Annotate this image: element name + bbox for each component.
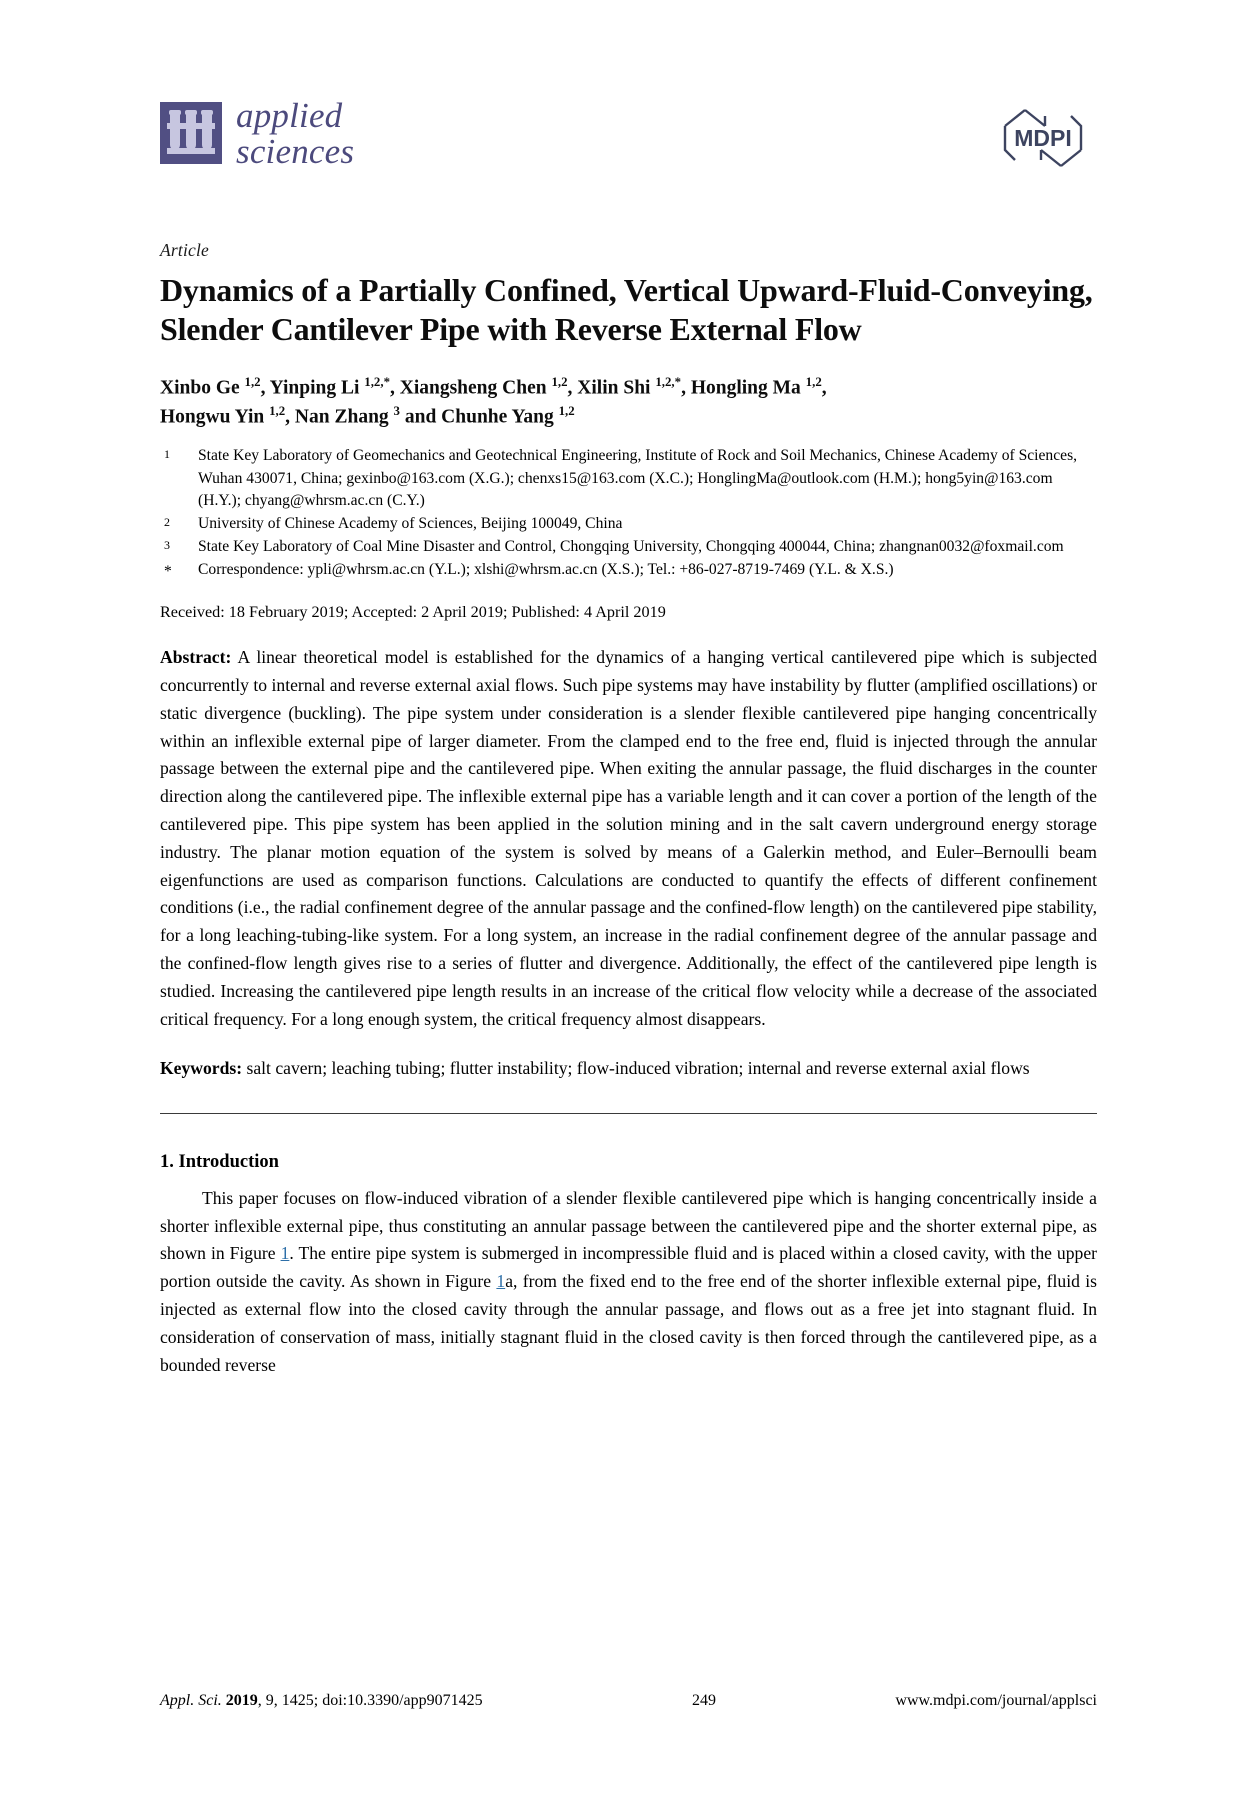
author-affiliation-marker: 1,2 xyxy=(551,375,568,390)
footer-page-number: 249 xyxy=(692,1692,717,1709)
affiliation-item xyxy=(160,513,1097,535)
author-name: , Hongling Ma xyxy=(681,377,806,399)
intro-text-part-2: . The entire pipe system is submerged in incompressible fluid and is placed within a closed cavity, with the upper portion outside the cavity. As shown in Figure xyxy=(160,1243,1097,1292)
author-name: , Nan Zhang xyxy=(285,406,394,428)
section-divider xyxy=(160,1113,1097,1114)
abstract-section xyxy=(160,644,1097,1033)
figure-1a-reference-link[interactable]: 1 xyxy=(496,1271,506,1292)
footer-journal-url: www.mdpi.com/journal/applsci xyxy=(895,1692,1097,1709)
author-affiliation-marker: 3 xyxy=(393,404,400,419)
author-name: Xinbo Ge xyxy=(160,377,245,399)
author-name: , Yinping Li xyxy=(260,377,365,399)
author-line-2 xyxy=(160,402,1097,431)
affiliation-text: State Key Laboratory of Geomechanics and Geotechnical Engineering, Institute of Rock and Soil Mechanics, Chinese Academy of Sciences, Wuhan 430071, China; gexinbo@163.com (X.G.); chenxs15@163.com (X.C.); HonglingMa@outlook.com (H.M.); hong5yin@163.com (H.Y.); chyang@whrsm.ac.cn (C.Y.) xyxy=(198,447,1078,509)
figure-1-reference-link[interactable]: 1 xyxy=(280,1243,290,1264)
footer-volume-doi: , 9, 1425; doi:10.3390/app9071425 xyxy=(257,1692,483,1709)
page-content xyxy=(160,0,1097,1397)
affiliation-marker: 2 xyxy=(164,514,170,529)
intro-text-part-3: a, from the fixed end to the free end of the shorter inflexible external pipe, fluid is injected as external flow into the closed cavity through the annular passage, and flows out as a free jet into stagnant fluid. In consideration of conservation of mass, initially stagnant fluid in the closed cavity is then forced through the cantilevered pipe, as a bounded reverse xyxy=(160,1271,1097,1375)
intro-text-part-1: This paper focuses on flow-induced vibration of a slender flexible cantilevered pipe which is hanging concentrically inside a shorter inflexible external pipe, thus constituting an annular passage between the cantilevered pipe and the shorter external pipe, as shown in Figure xyxy=(160,1187,1097,1264)
keywords-label: Keywords: xyxy=(160,1058,243,1079)
correspondence-text: Correspondence: ypli@whrsm.ac.cn (Y.L.); xlshi@whrsm.ac.cn (X.S.); Tel.: +86-027-8719-7469 (Y.L. & X.S.) xyxy=(198,561,894,579)
author-affiliation-marker: 1,2,* xyxy=(364,375,390,390)
affiliation-marker: 3 xyxy=(164,538,170,552)
keywords-text: salt cavern; leaching tubing; flutter instability; flow-induced vibration; internal and reverse external axial flows xyxy=(246,1058,1030,1079)
author-name: Hongwu Yin xyxy=(160,406,270,428)
mdpi-logo xyxy=(997,104,1089,172)
author-line-1 xyxy=(160,373,1097,402)
article-type-kicker: Article xyxy=(160,240,210,260)
affiliation-text: University of Chinese Academy of Sciences, Beijing 100049, China xyxy=(198,514,623,532)
introduction-paragraph xyxy=(160,1185,1097,1380)
author-affiliation-marker: 1,2 xyxy=(558,404,575,419)
journal-title-line1: applied xyxy=(236,96,343,135)
author-list xyxy=(160,373,1097,431)
affiliation-text: State Key Laboratory of Coal Mine Disaster and Control, Chongqing University, Chongqing 400044, China; zhangnan0032@foxmail.com xyxy=(198,538,1064,555)
affiliation-list xyxy=(160,445,1097,583)
journal-title-line2: sciences xyxy=(236,132,355,172)
author-affiliation-marker: 1,2 xyxy=(244,375,261,390)
mdpi-logo-text: MDPI xyxy=(1014,125,1072,151)
abstract-text: A linear theoretical model is established for the dynamics of a hanging vertical cantilevered pipe which is subjected concurrently to internal and reverse external axial flows. Such pipe systems may have instability by flutter (amplified oscillations) or static divergence (buckling). The pipe system under consideration is a slender flexible cantilevered pipe hanging concentrically within an inflexible external pipe of larger diameter. From the clamped end to the free end, fluid is injected through the annular passage between the external pipe and the cantilevered pipe. When exiting the annular passage, the fluid discharges in the counter direction along the cantilevered pipe. The inflexible external pipe has a variable length and it can cover a portion of the length of the cantilevered pipe. This pipe system has been applied in the solution mining and in the salt cavern underground energy storage industry. The planar motion equation of the system is solved by means of a Galerkin method, and Euler–Bernoulli beam eigenfunctions are used as comparison functions. Calculations are conducted to quantify the effects of different confinement conditions (i.e., the radial confinement degree of the annular passage and the confined-flow length) on the cantilevered pipe stability, for a long leaching-tubing-like system. For a long system, an increase in the radial confinement degree of the annular passage and the confined-flow length gives rise to a series of flutter and divergence. Additionally, the effect of the cantilevered pipe length is studied. Increasing the cantilevered pipe length results in an increase of the critical flow velocity while a decrease of the associated critical frequency. For a long enough system, the critical frequency almost disappears. xyxy=(160,647,1097,1029)
abstract-label: Abstract: xyxy=(160,647,232,668)
author-name: , xyxy=(821,377,827,399)
affiliation-marker: 1 xyxy=(164,447,170,462)
page-footer xyxy=(160,1692,1097,1710)
journal-title xyxy=(236,98,354,171)
keywords-section xyxy=(160,1055,1097,1082)
section-heading-introduction: 1. Introduction xyxy=(160,1151,279,1172)
publication-dates: Received: 18 February 2019; Accepted: 2 April 2019; Published: 4 April 2019 xyxy=(160,603,666,622)
author-name: , Xilin Shi xyxy=(567,377,656,399)
author-affiliation-marker: 1,2 xyxy=(805,375,822,390)
affiliation-item xyxy=(160,536,1097,558)
footer-year: 2019 xyxy=(225,1692,258,1709)
author-name: and Chunhe Yang xyxy=(399,406,559,428)
author-affiliation-marker: 1,2,* xyxy=(655,375,682,390)
affiliation-item xyxy=(160,445,1097,511)
footer-journal-abbrev: Appl. Sci. xyxy=(160,1692,222,1709)
correspondence-marker: * xyxy=(164,563,172,581)
journal-logo xyxy=(160,98,354,171)
author-affiliation-marker: 1,2 xyxy=(269,404,286,419)
test-tube-rack-icon xyxy=(160,102,222,164)
correspondence-item xyxy=(160,559,1097,583)
author-name: , Xiangsheng Chen xyxy=(390,377,552,399)
masthead xyxy=(160,98,1097,218)
footer-citation xyxy=(160,1692,483,1710)
page-title: Dynamics of a Partially Confined, Vertical Upward-Fluid-Conveying, Slender Cantilever Pipe with Reverse External Flow xyxy=(160,272,1093,348)
